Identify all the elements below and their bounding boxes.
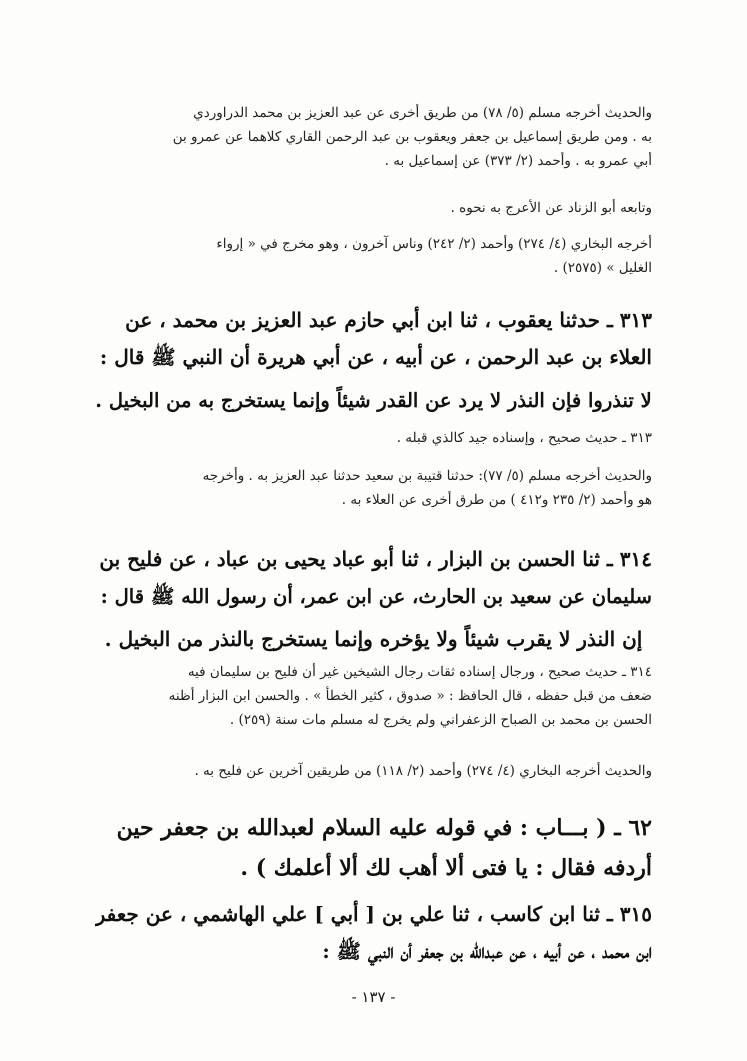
chapter-62-heading bbox=[95, 808, 652, 888]
hadith-314-isnad bbox=[95, 541, 652, 615]
footnote-314-takhrij bbox=[95, 759, 652, 783]
text-line: الغليل » (٢٥٧٥) . bbox=[553, 260, 652, 276]
text-line: ٦٢ ـ ( بـــاب : في قوله عليه السلام لعبدالله بن جعفر حين bbox=[116, 815, 652, 841]
text-line: والحديث أخرجه مسلم (٥/ ٧٧): حدثنا قتيبة بن سعيد حدثنا عبد العزيز به . وأخرجه bbox=[202, 468, 652, 484]
text-line: أخرجه البخاري (٤/ ٢٧٤) وأحمد (٢/ ٢٤٢) وناس آخرون ، وهو مخرج في « إرواء bbox=[216, 236, 652, 252]
hadith-315-isnad bbox=[95, 896, 652, 970]
footnote-abu-zinad bbox=[95, 196, 652, 220]
text-line: ضعف من قبل حفظه ، قال الحافظ : « صدوق ، كثير الخطأ » . والحسن ابن البزار أظنه bbox=[168, 688, 652, 704]
text-line: سليمان عن سعيد بن الحارث، عن ابن عمر، أن رسول الله ﷺ قال : bbox=[100, 585, 652, 608]
footnote-muslim-takhrij bbox=[95, 101, 652, 173]
text-line: وتابعه أبو الزناد عن الأعرج به نحوه . bbox=[450, 200, 652, 216]
text-line: به . ومن طريق إسماعيل بن جعفر ويعقوب بن عبد الرحمن القاري كلاهما عن عمرو بن bbox=[172, 129, 652, 145]
footnote-bukhari-takhrij bbox=[95, 232, 652, 280]
text-line: ٣١٣ ـ حديث صحيح ، وإسناده جيد كالذي قبله . bbox=[396, 430, 652, 446]
text-line: أردفه فقال : يا فتى ألا أهب لك ألا أعلمك ) . bbox=[240, 855, 652, 881]
text-line: والحديث أخرجه مسلم (٥/ ٧٨) من طريق أخرى عن عبد العزيز بن محمد الدراوردي bbox=[193, 105, 652, 121]
text-line: الحسن بن محمد بن الصباح الزعفراني ولم يخرج له مسلم مات سنة (٢٥٩) . bbox=[229, 712, 652, 728]
footnote-314-grade bbox=[95, 660, 652, 732]
text-line: هو وأحمد (٢/ ٢٣٥ و٤١٢ ) من طرق أخرى عن العلاء به . bbox=[341, 492, 652, 508]
text-line: أبي عمرو به . وأحمد (٢/ ٣٧٣) عن إسماعيل به . bbox=[384, 153, 652, 169]
text-line: ٣١٣ ـ حدثنا يعقوب ، ثنا ابن أبي حازم عبد العزيز بن محمد ، عن bbox=[125, 308, 652, 332]
text-line: إن النذر لا يقرب شيئاً ولا يؤخره وإنما يستخرج بالنذر من البخيل . bbox=[104, 627, 643, 651]
hadith-314-matn bbox=[95, 622, 652, 656]
hadith-313-isnad bbox=[95, 302, 652, 376]
text-line: العلاء بن عبد الرحمن ، عن أبيه ، عن أبي هريرة أن النبي ﷺ قال : bbox=[99, 345, 652, 369]
text-line: ابن محمد ، عن أبيه ، عن عبدالله بن جعفر أن النبي ﷺ : bbox=[322, 939, 652, 963]
page-number: - ١٣٧ - bbox=[351, 988, 396, 1006]
footnote-313-takhrij bbox=[95, 464, 652, 512]
text-line: والحديث أخرجه البخاري (٤/ ٢٧٤) وأحمد (٢/ ١١٨) من طريقين آخرين عن فليح به . bbox=[194, 763, 652, 779]
text-line: ٣١٤ ـ حديث صحيح ، ورجال إسناده ثقات رجال الشيخين غير أن فليح بن سليمان فيه bbox=[187, 664, 652, 680]
footnote-313-grade bbox=[95, 426, 652, 450]
text-line: ٣١٤ ـ ثنا الحسن بن البزار ، ثنا أبو عباد يحيى بن عباد ، عن فليح بن bbox=[99, 547, 652, 571]
text-line: ٣١٥ ـ ثنا ابن كاسب ، ثنا علي بن [ أبي ] علي الهاشمي ، عن جعفر bbox=[95, 902, 652, 926]
hadith-313-matn bbox=[95, 384, 652, 418]
text-line: لا تنذروا فإن النذر لا يرد عن القدر شيئاً وإنما يستخرج به من البخيل . bbox=[95, 389, 652, 412]
